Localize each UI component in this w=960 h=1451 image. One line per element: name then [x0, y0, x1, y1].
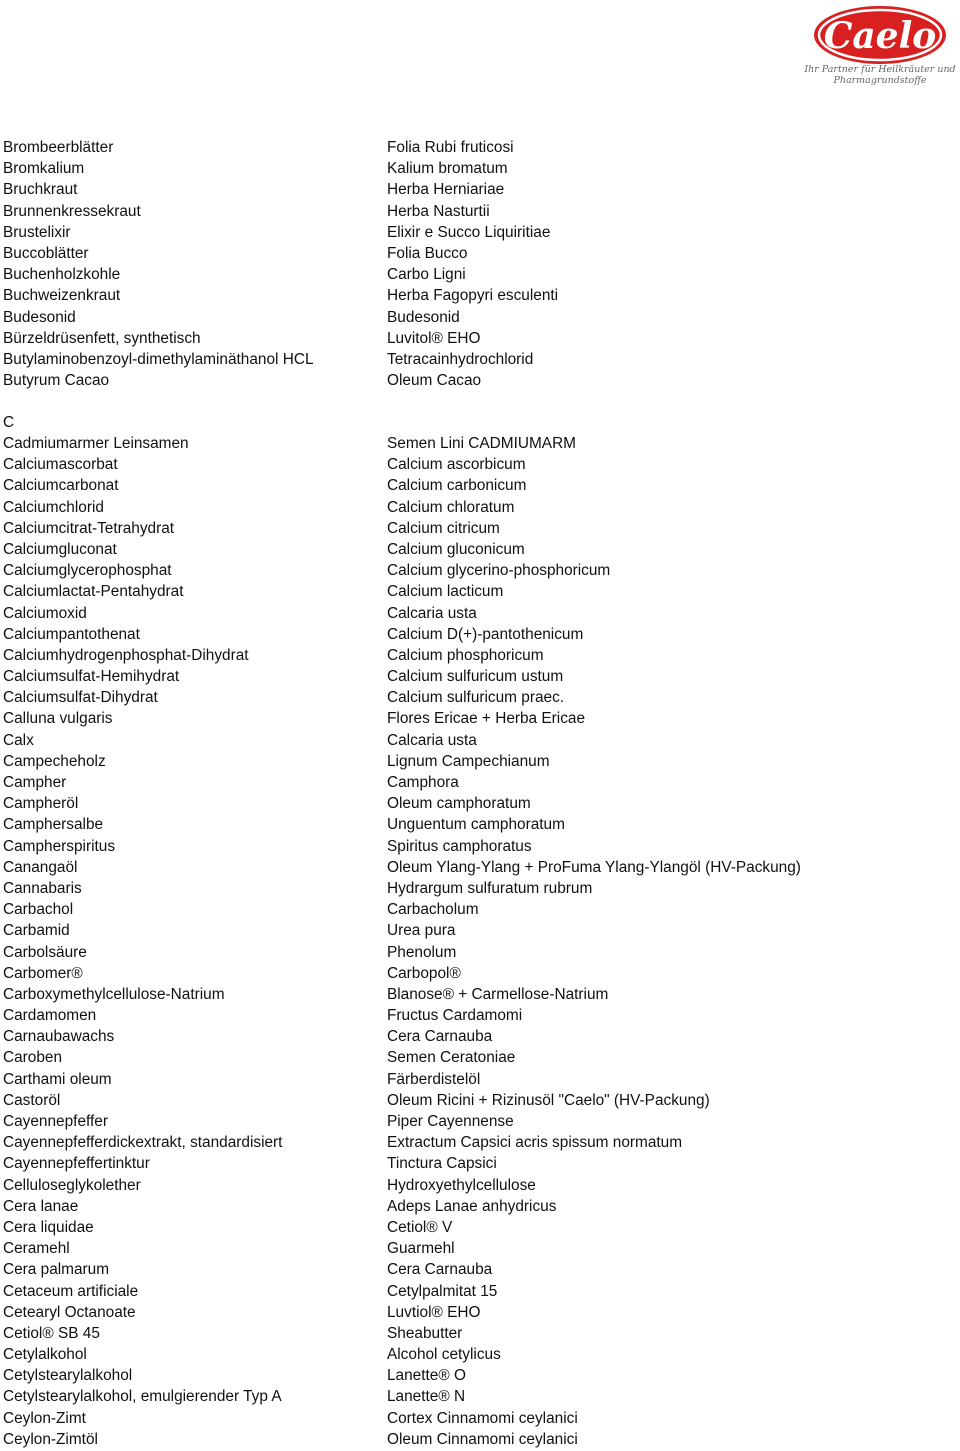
- latin-term: Semen Lini CADMIUMARM: [387, 435, 577, 452]
- german-term: Cetylstearylalkohol, emulgierender Typ A: [3, 1388, 282, 1406]
- list-row: [0, 137, 960, 158]
- list-row: [0, 878, 960, 899]
- german-term: Bruchkraut: [3, 181, 78, 199]
- latin-term: Blanose® + Carmellose-Natrium: [387, 985, 609, 1003]
- list-row: [0, 518, 960, 539]
- german-term: Cetearyl Octanoate: [3, 1303, 136, 1321]
- list-row: [0, 1153, 960, 1174]
- list-row: [0, 264, 960, 285]
- latin-term: Budesonid: [387, 308, 460, 326]
- list-row: [0, 1365, 960, 1386]
- german-term: Brunnenkressekraut: [3, 202, 141, 220]
- german-term: Campheröl: [3, 795, 79, 813]
- list-row: [0, 349, 960, 370]
- german-term: Cera palmarum: [3, 1261, 110, 1279]
- list-row: [0, 285, 960, 306]
- german-term: Carboxymethylcellulose-Natrium: [3, 985, 225, 1003]
- german-term: Calciumsulfat-Dihydrat: [3, 689, 158, 707]
- list-row: [0, 814, 960, 835]
- latin-term: Carbacholum: [387, 901, 479, 919]
- list-row: [0, 1111, 960, 1132]
- german-term: Campher: [3, 774, 67, 791]
- german-term: Ceylon-Zimtöl: [3, 1430, 98, 1448]
- german-term: Calciumcarbonat: [3, 477, 119, 495]
- list-row: [0, 307, 960, 328]
- list-row: [0, 793, 960, 814]
- latin-term: Färberdistelöl: [387, 1070, 481, 1088]
- tagline-line-2: Pharmagrundstoffe: [833, 75, 927, 86]
- list-row: [0, 1132, 960, 1153]
- list-row: [0, 1344, 960, 1365]
- latin-term: Folia Rubi fruticosi: [387, 139, 514, 156]
- latin-term: Oleum Ricini + Rizinusöl "Caelo" (HV-Packung): [387, 1091, 710, 1109]
- list-row: [0, 1026, 960, 1047]
- latin-term: Fructus Cardamomi: [387, 1007, 523, 1025]
- list-row: [0, 475, 960, 496]
- german-term: Cetylstearylalkohol: [3, 1367, 133, 1385]
- latin-term: Semen Ceratoniae: [387, 1049, 516, 1067]
- german-term: Canangaöl: [3, 858, 78, 876]
- latin-term: Herba Fagopyri esculenti: [387, 287, 559, 305]
- latin-term: Camphora: [387, 774, 459, 791]
- latin-term: Lanette® N: [387, 1388, 466, 1406]
- german-term: Brombeerblätter: [3, 139, 114, 156]
- latin-term: Flores Ericae + Herba Ericae: [387, 710, 586, 728]
- german-term: Calluna vulgaris: [3, 710, 113, 728]
- logo-tagline: [800, 64, 960, 86]
- latin-term: Calcium D(+)-pantothenicum: [387, 625, 584, 643]
- section-b-list: [0, 137, 960, 391]
- list-row: [0, 243, 960, 264]
- german-term: Butyrum Cacao: [3, 372, 110, 390]
- german-term: Calciumchlorid: [3, 498, 104, 516]
- german-term: Calciumpantothenat: [3, 625, 140, 643]
- latin-term: Oleum Cacao: [387, 372, 482, 390]
- latin-term: Urea pura: [387, 922, 456, 940]
- german-term: Bürzeldrüsenfett, synthetisch: [3, 329, 201, 347]
- list-row: [0, 1217, 960, 1238]
- list-row: [0, 624, 960, 645]
- list-row: [0, 751, 960, 772]
- latin-term: Oleum Ylang-Ylang + ProFuma Ylang-Ylangöl (HV-Packung): [387, 858, 801, 876]
- german-term: Ceramehl: [3, 1240, 70, 1258]
- latin-term: Carbopol®: [387, 964, 461, 982]
- section-c-letter: C: [3, 414, 15, 431]
- latin-term: Hydrargum sulfuratum rubrum: [387, 879, 593, 897]
- latin-term: Folia Bucco: [387, 244, 468, 262]
- german-term: Cadmiumarmer Leinsamen: [3, 435, 189, 452]
- latin-term: Calcium glycerino-phosphoricum: [387, 562, 611, 580]
- german-term: Calciumcitrat-Tetrahydrat: [3, 519, 175, 537]
- latin-term: Calcium phosphoricum: [387, 646, 544, 664]
- list-row: [0, 370, 960, 391]
- latin-term: Carbo Ligni: [387, 266, 466, 284]
- german-term: Castoröl: [3, 1091, 61, 1109]
- latin-term: Calcaria usta: [387, 604, 477, 622]
- list-row: [0, 1323, 960, 1344]
- german-term: Carthami oleum: [3, 1070, 112, 1088]
- list-row: [0, 772, 960, 793]
- list-row: [0, 454, 960, 475]
- latin-term: Lanette® O: [387, 1367, 466, 1385]
- latin-term: Hydroxyethylcellulose: [387, 1176, 536, 1194]
- german-term: Cardamomen: [3, 1007, 97, 1025]
- german-term: Carbomer®: [3, 964, 83, 982]
- latin-term: Calcaria usta: [387, 731, 477, 749]
- list-row: [0, 201, 960, 222]
- list-row: [0, 1259, 960, 1280]
- german-term: Camphersalbe: [3, 816, 104, 834]
- caelo-logo: [800, 4, 960, 100]
- caelo-logo-mark: [812, 4, 948, 66]
- latin-term: Lignum Campechianum: [387, 752, 550, 770]
- latin-term: Herba Herniariae: [387, 181, 505, 199]
- german-term: Calciumascorbat: [3, 456, 118, 474]
- list-row: [0, 687, 960, 708]
- logo-wordmark: Caelo: [823, 15, 937, 57]
- list-row: [0, 645, 960, 666]
- german-term: Butylaminobenzoyl-dimethylaminäthanol HCL: [3, 350, 314, 368]
- list-row: [0, 1090, 960, 1111]
- latin-term: Oleum Cinnamomi ceylanici: [387, 1430, 578, 1448]
- list-row: [0, 708, 960, 729]
- german-term: Bromkalium: [3, 160, 85, 178]
- tagline-line-1: Ihr Partner für Heilkräuter und: [804, 64, 956, 75]
- german-term: Calciumoxid: [3, 604, 87, 622]
- list-row: [0, 179, 960, 200]
- list-row: [0, 1408, 960, 1429]
- list-row: [0, 899, 960, 920]
- list-row: [0, 920, 960, 941]
- german-term: Cetylalkohol: [3, 1346, 87, 1364]
- german-term: Calciumsulfat-Hemihydrat: [3, 668, 180, 686]
- german-term: Calciumglycerophosphat: [3, 562, 172, 580]
- german-term: Cetiol® SB 45: [3, 1324, 100, 1342]
- latin-term: Cetylpalmitat 15: [387, 1282, 498, 1300]
- latin-term: Calcium sulfuricum praec.: [387, 689, 565, 707]
- list-row: [0, 1281, 960, 1302]
- list-row: [0, 1196, 960, 1217]
- list-row: [0, 984, 960, 1005]
- german-term: Campecheholz: [3, 752, 106, 770]
- list-row: [0, 1069, 960, 1090]
- german-term: Calciumgluconat: [3, 540, 117, 558]
- german-term: Carnaubawachs: [3, 1028, 115, 1046]
- list-row: [0, 539, 960, 560]
- latin-term: Kalium bromatum: [387, 160, 508, 178]
- list-row: [0, 1302, 960, 1323]
- german-term: Brustelixir: [3, 223, 71, 241]
- german-term: Campherspiritus: [3, 837, 116, 855]
- list-row: [0, 1175, 960, 1196]
- latin-term: Spiritus camphoratus: [387, 837, 532, 855]
- list-row: [0, 1047, 960, 1068]
- german-term: Buccoblätter: [3, 244, 89, 262]
- latin-term: Cortex Cinnamomi ceylanici: [387, 1409, 578, 1427]
- german-term: Calciumhydrogenphosphat-Dihydrat: [3, 646, 249, 664]
- list-row: [0, 603, 960, 624]
- list-row: [0, 666, 960, 687]
- list-row: [0, 328, 960, 349]
- latin-term: Extractum Capsici acris spissum normatum: [387, 1134, 683, 1152]
- latin-term: Unguentum camphoratum: [387, 816, 565, 834]
- list-row: [0, 158, 960, 179]
- latin-term: Luvtiol® EHO: [387, 1303, 481, 1321]
- latin-term: Calcium chloratum: [387, 498, 515, 516]
- latin-term: Luvitol® EHO: [387, 329, 481, 347]
- german-term: Cetaceum artificiale: [3, 1282, 139, 1300]
- latin-term: Calcium ascorbicum: [387, 456, 526, 474]
- german-term: Carbolsäure: [3, 943, 87, 961]
- german-term: Budesonid: [3, 308, 76, 326]
- german-term: Celluloseglykolether: [3, 1176, 141, 1194]
- list-row: [0, 581, 960, 602]
- latin-term: Calcium gluconicum: [387, 540, 525, 558]
- list-row: [0, 222, 960, 243]
- latin-term: Elixir e Succo Liquiritiae: [387, 223, 551, 241]
- section-c-list: [0, 433, 960, 1450]
- list-row: [0, 433, 960, 454]
- latin-term: Cera Carnauba: [387, 1261, 493, 1279]
- list-row: [0, 497, 960, 518]
- latin-term: Herba Nasturtii: [387, 202, 490, 220]
- german-term: Cayennepfefferdickextrakt, standardisiert: [3, 1134, 283, 1152]
- german-term: Buchweizenkraut: [3, 287, 121, 305]
- german-term: Carbamid: [3, 922, 70, 940]
- german-term: Cera liquidae: [3, 1218, 94, 1236]
- latin-term: Calcium citricum: [387, 519, 500, 537]
- list-row: [0, 963, 960, 984]
- latin-term: Adeps Lanae anhydricus: [387, 1197, 557, 1215]
- list-row: [0, 942, 960, 963]
- german-term: Ceylon-Zimt: [3, 1409, 86, 1427]
- latin-term: Calcium carbonicum: [387, 477, 527, 495]
- german-term: Cayennepfeffertinktur: [3, 1155, 150, 1173]
- german-term: Carbachol: [3, 901, 74, 919]
- german-term: Cera lanae: [3, 1197, 79, 1215]
- latin-term: Tinctura Capsici: [387, 1155, 497, 1173]
- german-term: Calx: [3, 731, 34, 749]
- german-term: Calciumlactat-Pentahydrat: [3, 583, 184, 601]
- list-row: [0, 1386, 960, 1407]
- german-term: Buchenholzkohle: [3, 266, 121, 284]
- latin-term: Piper Cayennense: [387, 1113, 514, 1130]
- latin-term: Tetracainhydrochlorid: [387, 350, 534, 368]
- list-row: [0, 1005, 960, 1026]
- german-term: Cannabaris: [3, 879, 82, 897]
- list-row: [0, 560, 960, 581]
- latin-term: Cera Carnauba: [387, 1028, 493, 1046]
- latin-term: Calcium lacticum: [387, 583, 504, 601]
- latin-term: Cetiol® V: [387, 1218, 453, 1236]
- latin-term: Alcohol cetylicus: [387, 1346, 501, 1364]
- latin-term: Guarmehl: [387, 1240, 455, 1258]
- list-row: [0, 1429, 960, 1450]
- list-row: [0, 857, 960, 878]
- list-row: [0, 836, 960, 857]
- latin-term: Calcium sulfuricum ustum: [387, 668, 564, 686]
- german-term: Cayennepfeffer: [3, 1113, 108, 1130]
- latin-term: Sheabutter: [387, 1324, 463, 1342]
- german-term: Caroben: [3, 1049, 63, 1067]
- latin-term: Oleum camphoratum: [387, 795, 531, 813]
- list-row: [0, 1238, 960, 1259]
- latin-term: Phenolum: [387, 943, 457, 961]
- list-row: [0, 730, 960, 751]
